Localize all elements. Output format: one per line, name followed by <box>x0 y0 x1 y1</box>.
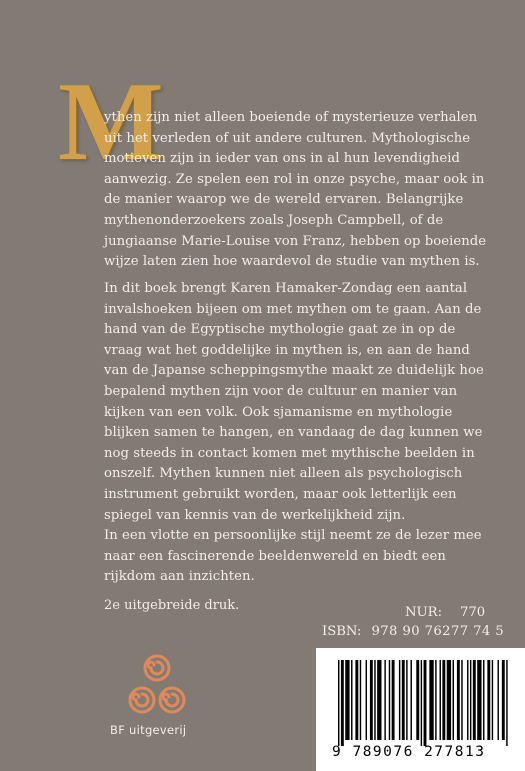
barcode-bar <box>402 660 405 740</box>
barcode-bar <box>429 660 433 740</box>
barcode-bar <box>477 660 481 740</box>
barcode-bar <box>370 660 373 740</box>
barcode-bar <box>483 660 484 740</box>
text-line: rijkdom aan inzichten. <box>104 569 255 585</box>
barcode-digits: 9 789076 277813 <box>332 744 486 760</box>
text-line: ythen zijn niet alleen boeiende of mysterieuze verhalen <box>104 110 478 125</box>
text-line: instrument gebruikt worden, maar ook letterlijk een <box>104 486 457 502</box>
barcode-bar <box>399 660 400 740</box>
text-line: vraag wat het goddelijke in mythen is, en aan de hand <box>104 342 470 358</box>
barcode-bar <box>435 660 436 740</box>
barcode-bar <box>411 660 412 740</box>
isbn-line <box>322 624 504 639</box>
text-line: In dit boek brengt Karen Hamaker-Zondag een aantal <box>104 281 468 296</box>
barcode-bar <box>442 660 445 740</box>
text-line: motieven zijn in ieder van ons in al hun levendigheid <box>104 151 461 167</box>
barcode-bar <box>498 660 499 740</box>
text-line: spiegel van kennis van de werkelijkheid zijn. <box>104 507 406 523</box>
barcode-bar <box>502 660 505 740</box>
barcode-bar <box>384 660 385 740</box>
isbn-value: 978 90 76277 74 5 <box>371 624 505 639</box>
text-line: naar een fascinerende beeldenwereld en biedt een <box>104 548 446 564</box>
text-line: van de Japanse scheppingsmythe maakt ze duidelijk hoe <box>104 363 484 379</box>
text-line: onszelf. Mythen kunnen niet alleen als psychologisch <box>104 466 463 482</box>
barcode-bar <box>447 660 451 740</box>
barcode-bar <box>374 660 375 740</box>
barcode-bar <box>345 660 349 740</box>
barcode-bar <box>406 660 407 740</box>
barcode-bar <box>421 660 422 746</box>
barcode-bar <box>424 660 427 746</box>
text-line: hand van de Egyptische mythologie gaat ze in op de <box>104 322 456 338</box>
barcode-bar <box>360 660 361 740</box>
publisher-name: BF uitgeverij <box>110 723 187 737</box>
text-line: wijze laten zien hoe waardevol de studie van mythen is. <box>104 254 480 270</box>
barcode-bar <box>355 660 358 740</box>
barcode-bar <box>473 660 476 740</box>
blurb-paragraph-2 <box>104 279 494 588</box>
barcode-bar <box>366 660 367 740</box>
barcode-bar <box>392 660 395 740</box>
barcode <box>316 648 525 771</box>
edition-note: 2e uitgebreide druk. <box>104 598 240 613</box>
text-line: de manier waarop we de wereld ervaren. Belangrijke <box>104 192 464 208</box>
text-line: bepalend mythen zijn voor de cultuur en manier van <box>104 383 458 399</box>
barcode-bar <box>440 660 441 740</box>
blurb-paragraph-1 <box>104 108 494 273</box>
nur-label: NUR: <box>405 605 443 620</box>
barcode-bar <box>351 660 352 740</box>
barcode-bar <box>453 660 454 740</box>
text-line: invalshoeken bijeen om met mythen om te gaan. Aan de <box>104 301 482 317</box>
barcode-bar <box>506 660 507 746</box>
barcode-bar <box>492 660 493 740</box>
text-line: blijken samen te hangen, en vandaag de dag kunnen we <box>104 425 483 441</box>
barcode-bar <box>487 660 490 740</box>
text-line: nog steeds in contact komen met mythische beelden in <box>104 445 475 461</box>
barcode-bar <box>377 660 381 740</box>
text-line: jungiaanse Marie-Louise von Franz, hebben op boeiende <box>104 233 487 249</box>
text-line: kijken van een volk. Ook sjamanisme en mythologie <box>104 404 453 420</box>
barcode-bar <box>461 660 462 740</box>
barcode-bar <box>341 660 344 746</box>
text-line: mythenonderzoekers zoals Joseph Campbell, of de <box>104 212 444 228</box>
text-line: aanwezig. Ze spelen een rol in onze psyche, maar ook in <box>104 171 485 187</box>
barcode-bar <box>457 660 460 740</box>
text-line: In een vlotte en persoonlijke stijl neemt ze de lezer mee <box>104 528 482 544</box>
barcode-bar <box>470 660 471 740</box>
triskelion-spiral-icon <box>126 653 188 719</box>
barcode-bar <box>467 660 468 740</box>
dropcap-letter: M <box>58 60 164 184</box>
text-line: uit het verleden of uit andere culturen. Mythologische <box>104 130 471 146</box>
barcode-bar <box>389 660 390 740</box>
nur-value: 770 <box>460 605 486 620</box>
nur-code <box>405 605 485 620</box>
barcode-bar <box>416 660 419 740</box>
isbn-label: ISBN: <box>322 624 362 639</box>
barcode-bar <box>338 660 339 746</box>
